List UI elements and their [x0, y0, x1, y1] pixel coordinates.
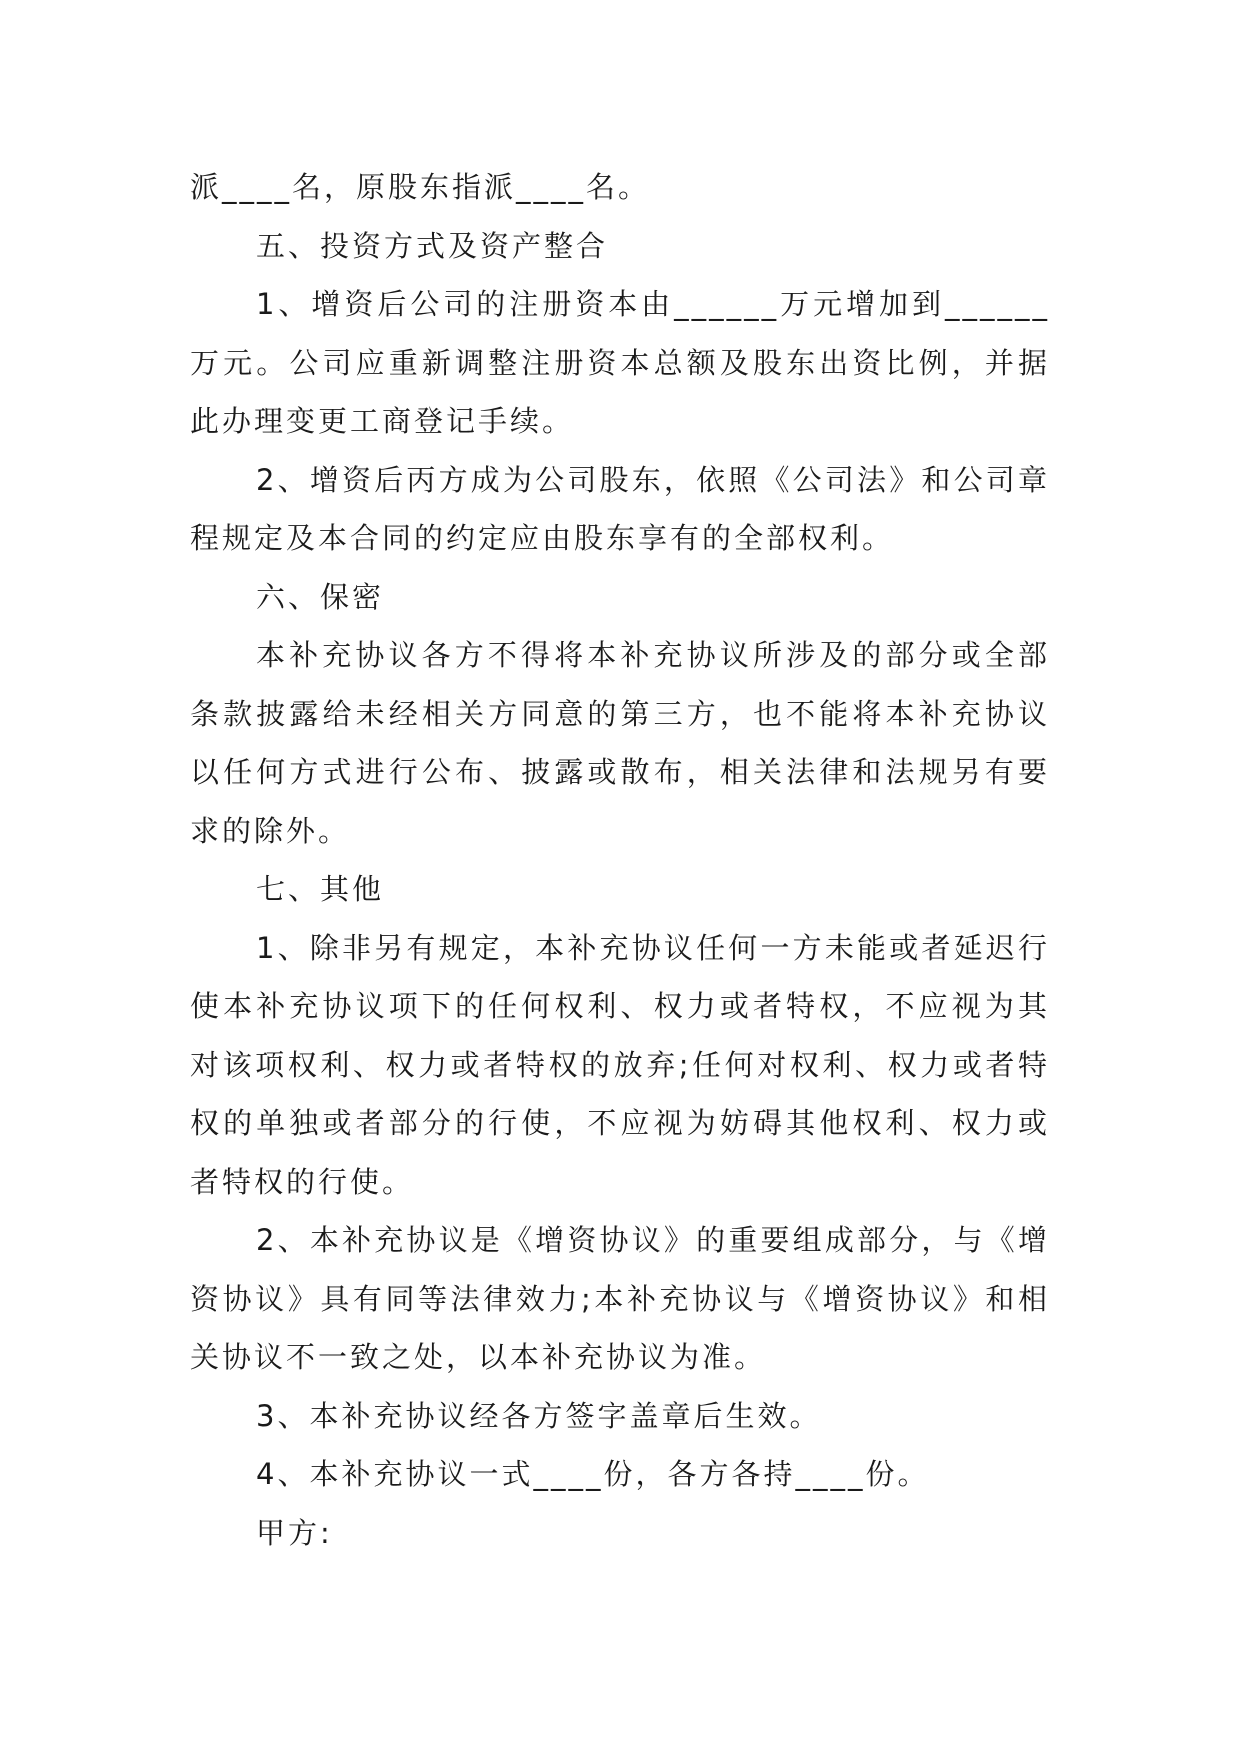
paragraph-continuation: 派____名，原股东指派____名。 [190, 170, 651, 204]
clause-integral-part: 2、本补充协议是《增资协议》的重要组成部分，与《增资协议》具有同等法律效力;本补充协议与《增资协议》和相关协议不一致之处，以本补充协议为准。 [190, 1223, 1050, 1374]
clause-effectiveness: 3、本补充协议经各方签字盖章后生效。 [256, 1398, 822, 1433]
clause-capital-increase: 1、增资后公司的注册资本由______万元增加到______万元。公司应重新调整注册资本总额及股东出资比例，并据此办理变更工商登记手续。 [190, 287, 1050, 438]
clause-confidentiality: 本补充协议各方不得将本补充协议所涉及的部分或全部条款披露给未经相关方同意的第三方，也不能将本补充协议以任何方式进行公布、披露或散布，相关法律和法规另有要求的除外。 [190, 638, 1050, 848]
clause-copies: 4、本补充协议一式____份，各方各持____份。 [256, 1457, 930, 1491]
clause-party-c-shareholder: 2、增资后丙方成为公司股东，依照《公司法》和公司章程规定及本合同的约定应由股东享有的全部权利。 [190, 462, 1050, 555]
document-body [190, 158, 1050, 1562]
section-heading-investment: 五、投资方式及资产整合 [256, 228, 609, 263]
section-heading-confidentiality: 六、保密 [256, 579, 385, 614]
section-heading-other: 七、其他 [256, 872, 385, 906]
clause-no-waiver: 1、除非另有规定，本补充协议任何一方未能或者延迟行使本补充协议项下的任何权利、权力或者特权，不应视为其对该项权利、权力或者特权的放弃;任何对权利、权力或者特权的单独或者部分的行使，不应视为妨碍其他权利、权力或者特权的行使。 [190, 930, 1050, 1199]
signature-party-a: 甲方: [256, 1515, 333, 1550]
